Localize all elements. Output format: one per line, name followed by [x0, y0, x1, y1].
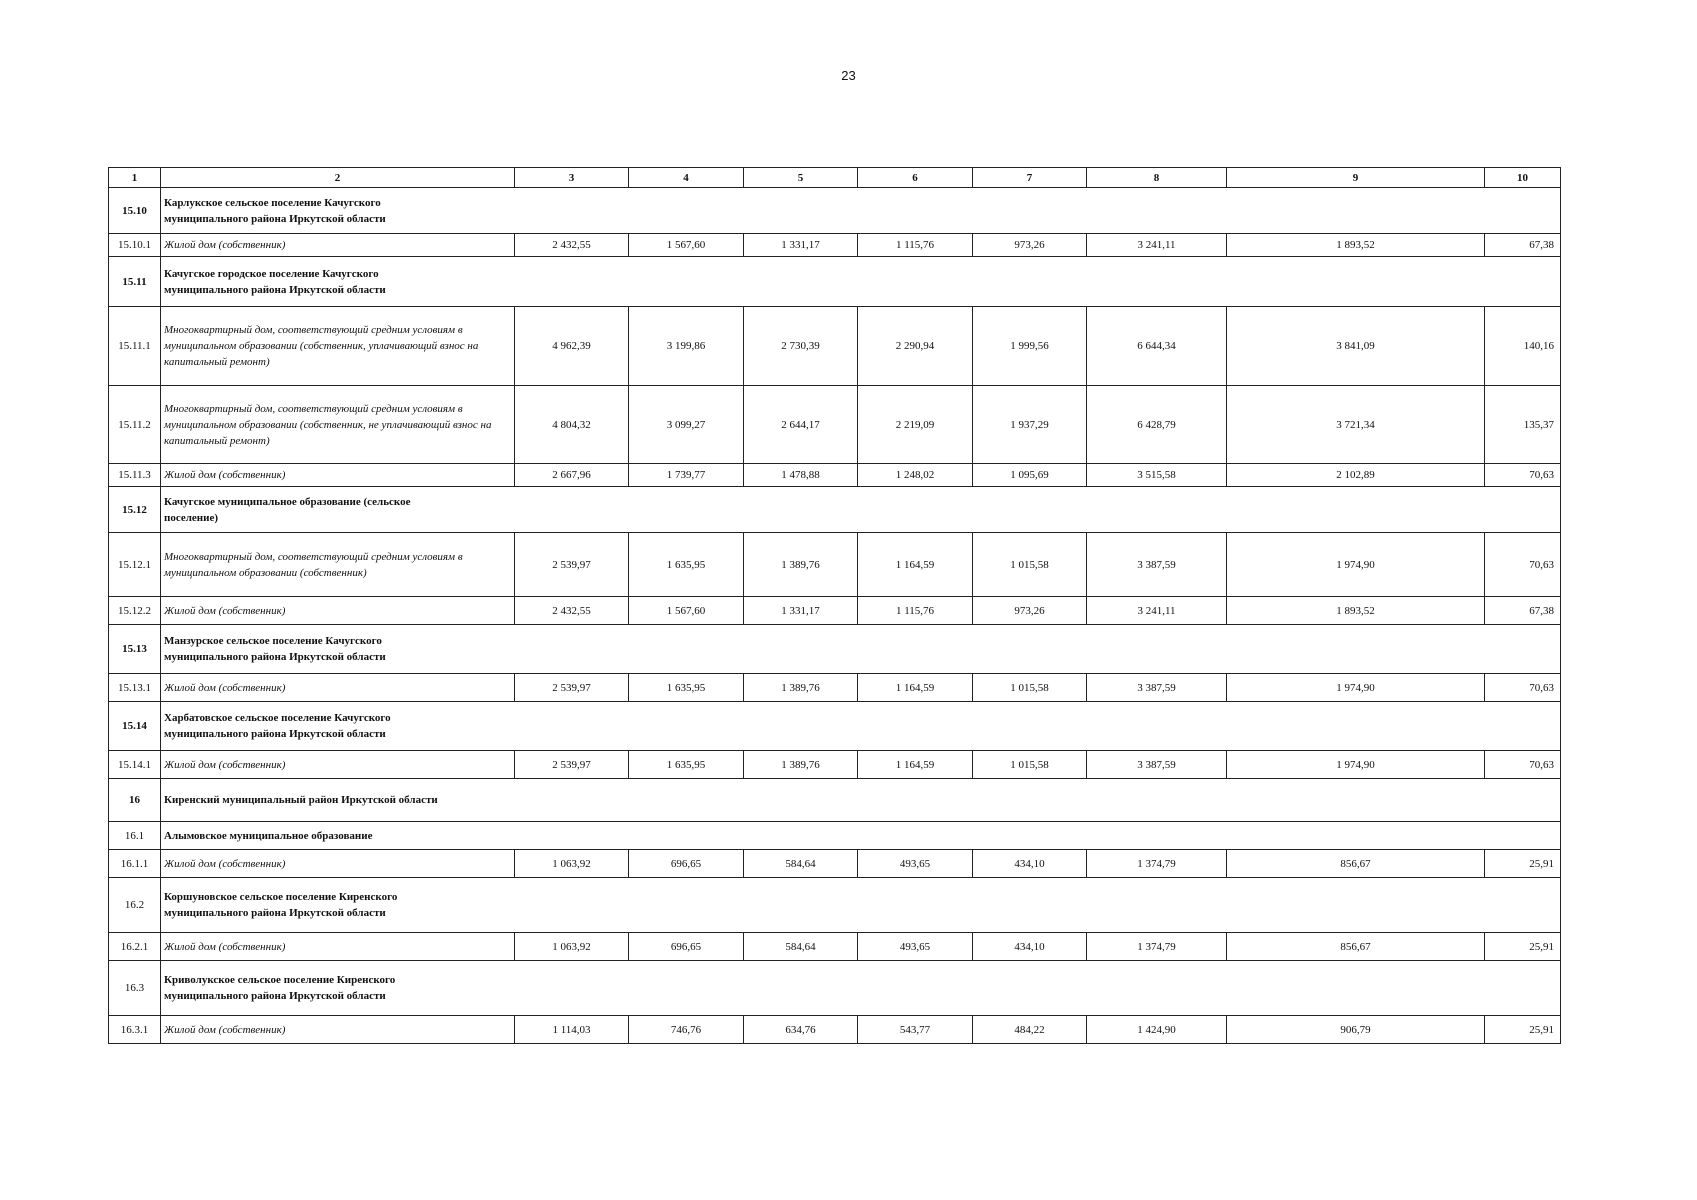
table-row — [109, 597, 1561, 625]
section-row — [109, 779, 1561, 822]
row-number: 15.11.2 — [109, 386, 161, 464]
value-cell: 1 974,90 — [1227, 533, 1485, 597]
value-cell: 2 432,55 — [515, 234, 629, 257]
row-description: Жилой дом (собственник) — [161, 597, 515, 625]
value-cell: 1 063,92 — [515, 850, 629, 878]
value-cell: 67,38 — [1485, 234, 1561, 257]
value-cell: 1 115,76 — [858, 597, 973, 625]
value-cell: 1 015,58 — [973, 751, 1087, 779]
section-name — [161, 625, 1561, 674]
row-number: 15.14.1 — [109, 751, 161, 779]
column-header-10: 10 — [1485, 168, 1561, 188]
row-number: 15.12.2 — [109, 597, 161, 625]
table-row — [109, 234, 1561, 257]
value-cell: 1 248,02 — [858, 464, 973, 487]
value-cell: 4 962,39 — [515, 307, 629, 386]
value-cell: 973,26 — [973, 234, 1087, 257]
row-number: 15.12 — [109, 487, 161, 533]
row-number: 16.1 — [109, 822, 161, 850]
value-cell: 4 804,32 — [515, 386, 629, 464]
value-cell: 2 539,97 — [515, 674, 629, 702]
value-cell: 1 635,95 — [629, 533, 744, 597]
value-cell: 1 331,17 — [744, 597, 858, 625]
value-cell: 3 387,59 — [1087, 533, 1227, 597]
value-cell: 906,79 — [1227, 1016, 1485, 1044]
row-number: 16.2.1 — [109, 933, 161, 961]
value-cell: 1 374,79 — [1087, 933, 1227, 961]
value-cell: 2 290,94 — [858, 307, 973, 386]
column-header-4: 4 — [629, 168, 744, 188]
table-row — [109, 933, 1561, 961]
section-name — [161, 961, 1561, 1016]
value-cell: 493,65 — [858, 850, 973, 878]
value-cell: 634,76 — [744, 1016, 858, 1044]
value-cell: 1 015,58 — [973, 674, 1087, 702]
value-cell: 1 893,52 — [1227, 234, 1485, 257]
row-description: Жилой дом (собственник) — [161, 234, 515, 257]
value-cell: 2 219,09 — [858, 386, 973, 464]
value-cell: 2 539,97 — [515, 533, 629, 597]
value-cell: 1 424,90 — [1087, 1016, 1227, 1044]
section-name — [161, 188, 1561, 234]
row-number: 15.13 — [109, 625, 161, 674]
value-cell: 484,22 — [973, 1016, 1087, 1044]
row-description: Жилой дом (собственник) — [161, 1016, 515, 1044]
value-cell: 25,91 — [1485, 1016, 1561, 1044]
tariff-table — [108, 167, 1561, 1044]
value-cell: 3 841,09 — [1227, 307, 1485, 386]
value-cell: 696,65 — [629, 933, 744, 961]
value-cell: 140,16 — [1485, 307, 1561, 386]
value-cell: 3 241,11 — [1087, 234, 1227, 257]
row-number: 16.2 — [109, 878, 161, 933]
section-row — [109, 961, 1561, 1016]
value-cell: 746,76 — [629, 1016, 744, 1044]
value-cell: 3 721,34 — [1227, 386, 1485, 464]
value-cell: 1 389,76 — [744, 533, 858, 597]
value-cell: 3 387,59 — [1087, 674, 1227, 702]
row-number: 16 — [109, 779, 161, 822]
column-header-1: 1 — [109, 168, 161, 188]
value-cell: 1 999,56 — [973, 307, 1087, 386]
column-header-6: 6 — [858, 168, 973, 188]
value-cell: 584,64 — [744, 933, 858, 961]
row-number: 15.11 — [109, 257, 161, 307]
column-header-9: 9 — [1227, 168, 1485, 188]
table-row — [109, 533, 1561, 597]
value-cell: 2 539,97 — [515, 751, 629, 779]
section-name-text: Качугское муниципальное образование (сельское поселение) — [164, 495, 411, 524]
row-number: 15.10.1 — [109, 234, 161, 257]
value-cell: 6 644,34 — [1087, 307, 1227, 386]
value-cell: 2 730,39 — [744, 307, 858, 386]
table-row — [109, 850, 1561, 878]
table-row — [109, 751, 1561, 779]
row-number: 16.3.1 — [109, 1016, 161, 1044]
value-cell: 1 015,58 — [973, 533, 1087, 597]
value-cell: 1 893,52 — [1227, 597, 1485, 625]
value-cell: 25,91 — [1485, 933, 1561, 961]
value-cell: 434,10 — [973, 850, 1087, 878]
section-row — [109, 702, 1561, 751]
row-number: 16.3 — [109, 961, 161, 1016]
table-body — [109, 168, 1561, 1044]
value-cell: 1 063,92 — [515, 933, 629, 961]
value-cell: 696,65 — [629, 850, 744, 878]
section-row — [109, 188, 1561, 234]
value-cell: 135,37 — [1485, 386, 1561, 464]
column-header-3: 3 — [515, 168, 629, 188]
value-cell: 1 974,90 — [1227, 751, 1485, 779]
value-cell: 3 241,11 — [1087, 597, 1227, 625]
section-row — [109, 625, 1561, 674]
value-cell: 1 115,76 — [858, 234, 973, 257]
section-name-text: Харбатовское сельское поселение Качугского муниципального района Иркутской области — [164, 712, 391, 740]
row-description: Жилой дом (собственник) — [161, 933, 515, 961]
table-row — [109, 674, 1561, 702]
row-description: Жилой дом (собственник) — [161, 850, 515, 878]
section-name — [161, 487, 1561, 533]
section-row — [109, 822, 1561, 850]
value-cell: 2 432,55 — [515, 597, 629, 625]
value-cell: 1 164,59 — [858, 751, 973, 779]
value-cell: 2 667,96 — [515, 464, 629, 487]
section-name-text: Коршуновское сельское поселение Киренского муниципального района Иркутской области — [164, 891, 398, 919]
row-description: Жилой дом (собственник) — [161, 464, 515, 487]
value-cell: 1 974,90 — [1227, 674, 1485, 702]
row-number: 15.13.1 — [109, 674, 161, 702]
section-name — [161, 257, 1561, 307]
column-header-7: 7 — [973, 168, 1087, 188]
value-cell: 493,65 — [858, 933, 973, 961]
row-number: 15.12.1 — [109, 533, 161, 597]
value-cell: 1 374,79 — [1087, 850, 1227, 878]
value-cell: 67,38 — [1485, 597, 1561, 625]
section-name — [161, 822, 1561, 850]
value-cell: 1 164,59 — [858, 674, 973, 702]
value-cell: 1 389,76 — [744, 674, 858, 702]
row-description: Многоквартирный дом, соответствующий средним условиям в муниципальном образовании (собственник, уплачивающий взнос на капитальный ремонт) — [161, 307, 515, 386]
row-description: Многоквартирный дом, соответствующий средним условиям в муниципальном образовании (собственник) — [161, 533, 515, 597]
value-cell: 434,10 — [973, 933, 1087, 961]
table-row — [109, 307, 1561, 386]
value-cell: 3 099,27 — [629, 386, 744, 464]
value-cell: 6 428,79 — [1087, 386, 1227, 464]
value-cell: 1 478,88 — [744, 464, 858, 487]
section-row — [109, 257, 1561, 307]
value-cell: 70,63 — [1485, 464, 1561, 487]
value-cell: 1 389,76 — [744, 751, 858, 779]
value-cell: 2 644,17 — [744, 386, 858, 464]
column-header-5: 5 — [744, 168, 858, 188]
value-cell: 2 102,89 — [1227, 464, 1485, 487]
section-name-text: Качугское городское поселение Качугского муниципального района Иркутской области — [164, 267, 386, 296]
value-cell: 856,67 — [1227, 933, 1485, 961]
value-cell: 3 387,59 — [1087, 751, 1227, 779]
table-row — [109, 464, 1561, 487]
value-cell: 1 567,60 — [629, 234, 744, 257]
row-description: Жилой дом (собственник) — [161, 751, 515, 779]
value-cell: 1 114,03 — [515, 1016, 629, 1044]
value-cell: 856,67 — [1227, 850, 1485, 878]
section-name-text: Киренский муниципальный район Иркутской области — [164, 794, 438, 806]
table-row — [109, 386, 1561, 464]
value-cell: 1 739,77 — [629, 464, 744, 487]
row-number: 15.14 — [109, 702, 161, 751]
section-name — [161, 779, 1561, 822]
section-name-text: Алымовское муниципальное образование — [164, 829, 373, 842]
value-cell: 3 199,86 — [629, 307, 744, 386]
value-cell: 70,63 — [1485, 533, 1561, 597]
column-header-8: 8 — [1087, 168, 1227, 188]
value-cell: 973,26 — [973, 597, 1087, 625]
section-row — [109, 487, 1561, 533]
row-description: Многоквартирный дом, соответствующий средним условиям в муниципальном образовании (собственник, не уплачивающий взнос на капитальный ремонт) — [161, 386, 515, 464]
value-cell: 1 095,69 — [973, 464, 1087, 487]
value-cell: 584,64 — [744, 850, 858, 878]
section-name-text: Манзурское сельское поселение Качугского муниципального района Иркутской области — [164, 635, 386, 663]
value-cell: 1 635,95 — [629, 751, 744, 779]
value-cell: 1 635,95 — [629, 674, 744, 702]
section-name — [161, 702, 1561, 751]
value-cell: 1 567,60 — [629, 597, 744, 625]
page-number: 23 — [841, 68, 856, 83]
section-row — [109, 878, 1561, 933]
value-cell: 1 331,17 — [744, 234, 858, 257]
value-cell: 543,77 — [858, 1016, 973, 1044]
row-description: Жилой дом (собственник) — [161, 674, 515, 702]
table-row — [109, 1016, 1561, 1044]
section-name-text: Карлукское сельское поселение Качугского муниципального района Иркутской области — [164, 196, 386, 225]
value-cell: 70,63 — [1485, 674, 1561, 702]
row-number: 16.1.1 — [109, 850, 161, 878]
row-number: 15.11.3 — [109, 464, 161, 487]
value-cell: 70,63 — [1485, 751, 1561, 779]
value-cell: 3 515,58 — [1087, 464, 1227, 487]
section-name-text: Криволукское сельское поселение Киренского муниципального района Иркутской области — [164, 974, 396, 1002]
header-row — [109, 168, 1561, 188]
section-name — [161, 878, 1561, 933]
value-cell: 1 164,59 — [858, 533, 973, 597]
row-number: 15.11.1 — [109, 307, 161, 386]
column-header-2: 2 — [161, 168, 515, 188]
value-cell: 1 937,29 — [973, 386, 1087, 464]
row-number: 15.10 — [109, 188, 161, 234]
value-cell: 25,91 — [1485, 850, 1561, 878]
